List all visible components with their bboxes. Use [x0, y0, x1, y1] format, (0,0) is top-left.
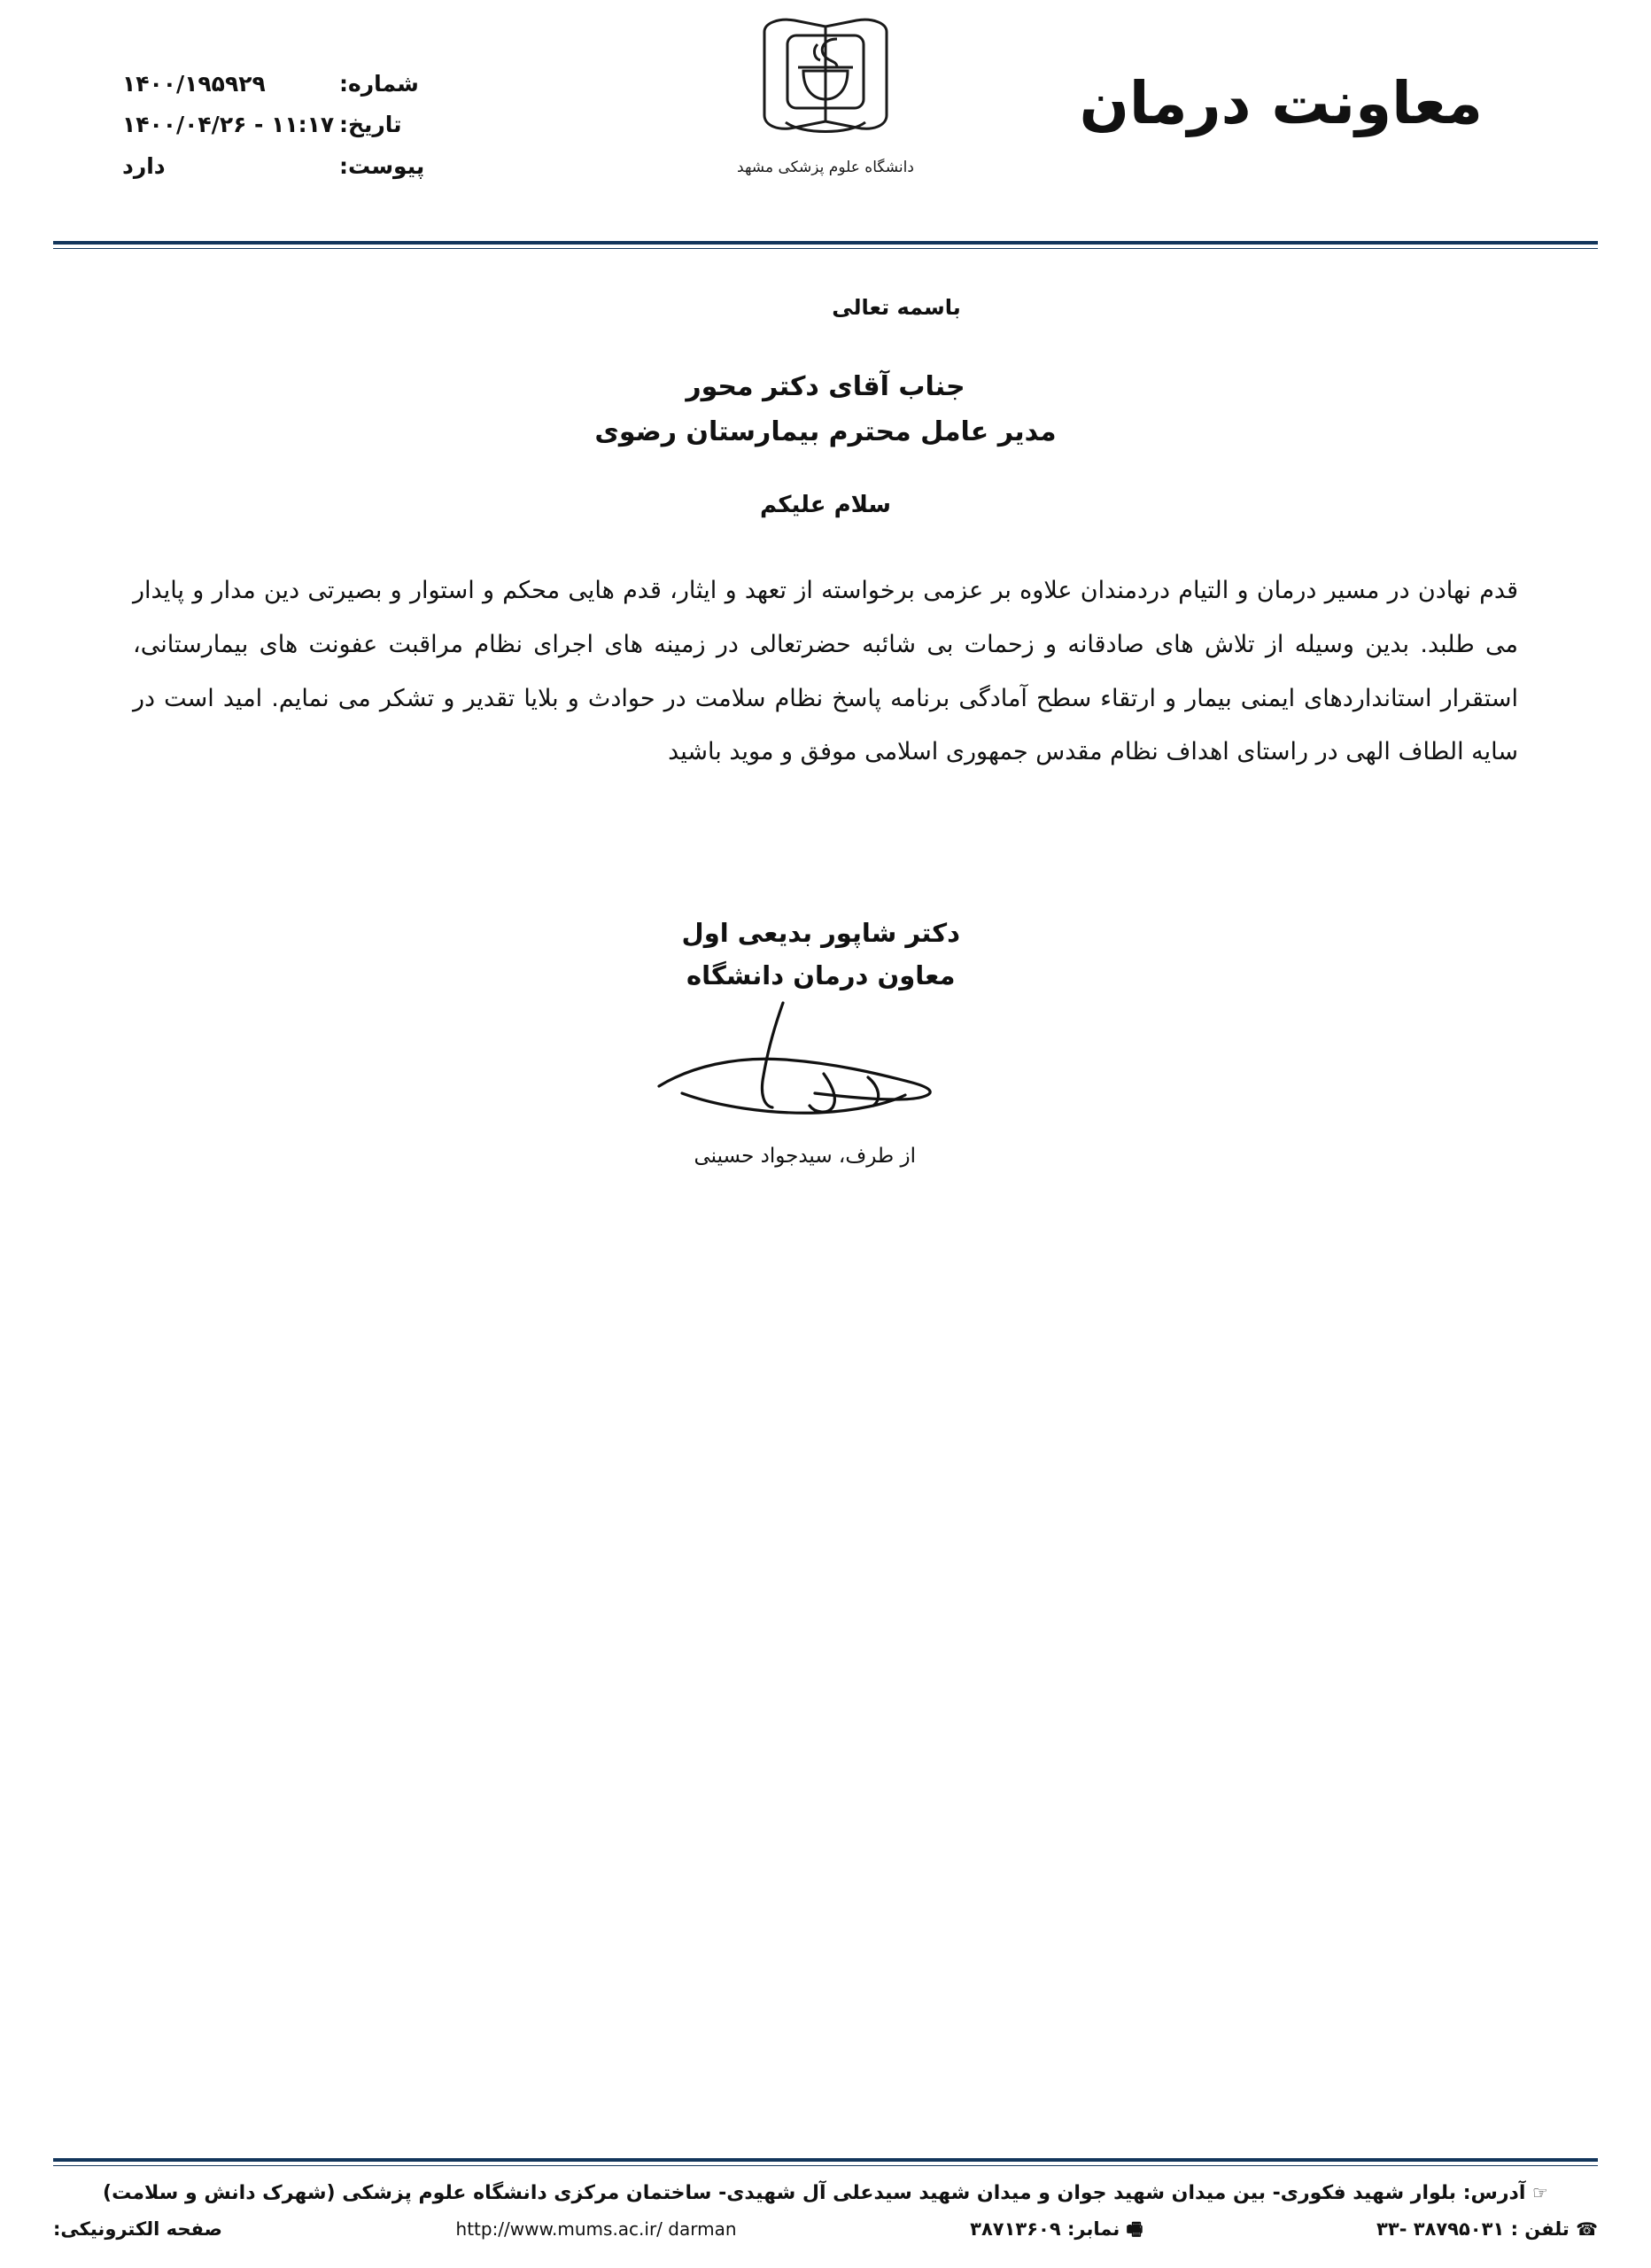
meta-value-date: ۱۱:۱۷ - ۱۴۰۰/۰۴/۲۶ [122, 112, 335, 138]
addressee-line-1: جناب آقای دکتر محور [686, 371, 965, 402]
footer-address-text: بلوار شهید فکوری- بین میدان شهید جوان و میدان شهید سیدعلی آل شهیدی- ساختمان مرکزی دانشگاه علوم پزشکی (شهرک دانش و سلامت) [103, 2182, 1457, 2204]
footer-address-label: آدرس: [1462, 2182, 1526, 2204]
footer-divider-thin [53, 2165, 1598, 2166]
university-emblem [724, 9, 927, 176]
signer-title: معاون درمان دانشگاه [686, 959, 956, 990]
footer-fax [970, 2217, 1143, 2247]
pointing-hand-icon: ☞ [1532, 2182, 1548, 2203]
footer-contact-row [53, 2217, 1598, 2247]
letter-meta [106, 64, 450, 187]
footer-phone-value: ۳۸۷۹۵۰۳۱ -۳۳ [1376, 2218, 1505, 2240]
meta-value-number: ۱۴۰۰/۱۹۵۹۲۹ [122, 71, 266, 97]
addressee-line-2: مدیر عامل محترم بیمارستان رضوی [594, 416, 1057, 447]
on-behalf-of-note: از طرف، سیدجواد حسینی [694, 1145, 916, 1168]
body-paragraph: قدم نهادن در مسیر درمان و التیام دردمندان علاوه بر عزمی برخواسته از تعهد و ایثار، قدم هایی محکم و استوار و بصیرتی دین مدار و پایدار می طلبد. بدین وسیله از تلاش های صادقانه و زحمات بی شائبه حضرتعالی در زمینه های اجرای نظام مراقبت عفونت های بیمارستانی، استقرار استانداردهای ایمنی بیمار و ارتقاء سطح آمادگی برنامه پاسخ نظام سلامت در حوادث و بلایا تقدیر و تشکر می نمایم. امید است در سایه الطاف الهی در راستای اهداف نظام مقدس جمهوری اسلامی موفق و موید باشید [133, 577, 1518, 766]
letter-body [53, 295, 1598, 1249]
meta-row-attachment [106, 146, 450, 187]
emblem-caption: دانشگاه علوم پزشکی مشهد [737, 159, 914, 176]
footer-fax-label: نمابر: [1067, 2218, 1120, 2240]
signer-name: دکتر شاپور بدیعی اول [681, 918, 960, 948]
basmala: باسمه تعالی [832, 295, 961, 320]
footer-phone [1376, 2218, 1598, 2240]
signer-identity [682, 913, 960, 998]
footer-fax-value: ۳۸۷۱۳۶۰۹ [970, 2218, 1061, 2240]
footer-website[interactable]: http://www.mums.ac.ir/ darman [455, 2218, 737, 2240]
meta-value-attachment: دارد [122, 152, 166, 179]
meta-label-number: شماره: [339, 71, 419, 97]
organization-title: معاونت درمان [1079, 69, 1483, 137]
meta-label-date: تاریخ: [339, 112, 402, 138]
meta-row-date [106, 105, 450, 145]
signature-block [124, 913, 1527, 1249]
header-divider-thick [53, 241, 1598, 245]
fax-icon: 🖷 [1126, 2218, 1143, 2240]
mortar-and-pestle-book-emblem-icon [732, 9, 919, 164]
meta-label-attachment: پیوست: [339, 152, 425, 179]
footer-phone-label: تلفن : [1510, 2218, 1570, 2240]
handwritten-signature-icon [650, 1001, 942, 1134]
letter-footer [53, 2158, 1598, 2247]
footer-divider-thick [53, 2158, 1598, 2162]
meta-row-number [106, 64, 450, 105]
footer-address-line [53, 2179, 1598, 2208]
footer-email-label: صفحه الکترونیکی: [53, 2218, 222, 2240]
addressee [335, 364, 1317, 454]
salutation: سلام علیکم [760, 492, 891, 518]
telephone-icon: ☎ [1576, 2218, 1598, 2240]
header-divider-thin [53, 248, 1598, 249]
letter-header [53, 0, 1598, 230]
